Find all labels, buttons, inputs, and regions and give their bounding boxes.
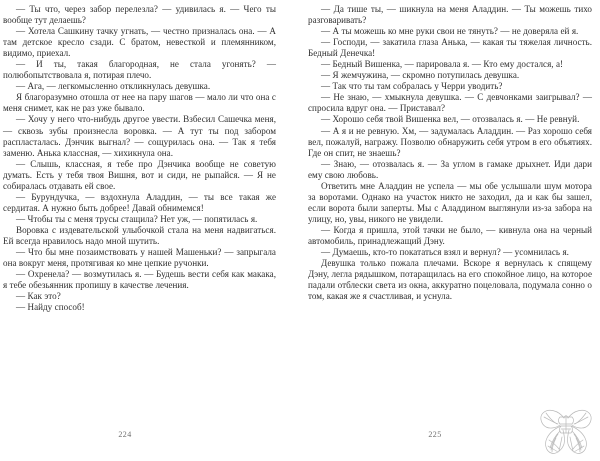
paragraph: — Хорошо себя твой Вишенка вел, — отозвалась я. — Не ревнуй. [321, 114, 580, 125]
paragraph: — Знаю, — отозвалась я. — За углом в гамаке дрыхнет. Иди дари ему свою любовь. [308, 158, 592, 180]
paragraph: — Так что ты там собралась у Черри уводить? [321, 81, 503, 92]
paragraph: — Охренела? — возмутилась я. — Будешь вести себя как макака, я тебе обезьянник пропишу в качестве лечения. [3, 269, 276, 291]
butterfly-wings-ornament-icon [536, 404, 596, 460]
right-page [300, 0, 600, 461]
paragraph: — Не знаю, — хмыкнула девушка. — С девчонками заигрывал? — спросила вдруг она. — Приставал? [308, 92, 592, 114]
paragraph: — Что бы мне позаимствовать у нашей Машеньки? — запрыгала она вокруг меня, протягивая ко мне цепкие ручонки. [3, 247, 276, 269]
paragraph: — Найду способ! [16, 302, 85, 313]
paragraph: — Как это? [16, 291, 61, 302]
paragraph: — А я и не ревную. Хм, — задумалась Аладдин. — Раз хорошо себя вел, пожалуй, награжу. Позволю обнаружить себя утром в его объятиях. Где он спит, не знаешь? [308, 125, 592, 158]
paragraph: Я благоразумно отошла от нее на пару шагов — мало ли что она с меня снимет, как не раз уже бывало. [3, 92, 276, 114]
page-number-right: 225 [428, 430, 442, 439]
paragraph: — Господи, — закатила глаза Анька, — какая ты тяжелая личность. Бедный Денечка! [308, 37, 592, 59]
right-page-body [308, 4, 592, 302]
paragraph: Ответить мне Аладдин не успела — мы обе услышали шум мотора за воротами. Однако на участок никто не заходил, да и как бы зашел, если ворота были заперты. Мы с Аладдином выглянули из-за забора на улицу, но, увы, никого не увидели. [308, 180, 592, 224]
paragraph: — Ага, — легкомысленно откликнулась девушка. [16, 81, 211, 92]
paragraph: — Да тише ты, — шикнула на меня Аладдин. — Ты можешь тихо разговаривать? [308, 4, 592, 26]
paragraph: — Слышь, классная, я тебе про Дэнчика вообще не советую думать. Есть у тебя твоя Вишня, вот и сиди, не рыпайся. — Я не собиралась отдавать ей свое. [3, 158, 276, 191]
paragraph: — И ты, такая благородная, не стала угонять? — полюбопытствовала я, потирая плечо. [3, 59, 276, 81]
paragraph: — Думаешь, кто-то покататься взял и вернул? — усомнилась я. [321, 247, 569, 258]
page-number-left: 224 [118, 430, 132, 439]
left-page [0, 0, 292, 461]
paragraph: — Хочу у него что-нибудь другое увести. Взбесил Сашечка меня, — сквозь зубы произнесла воровка. — А тут ты под забором распласталась. Дэнчик выгнал? — сощурилась она. — Так я тебя заменю. Анька классная, — хихикнула она. [3, 114, 276, 158]
paragraph: — Чтобы ты с меня трусы стащила? Нет уж, — попятилась я. [16, 213, 258, 224]
paragraph: — Я жемчужина, — скромно потупилась девушка. [321, 70, 520, 81]
paragraph: — Хотела Сашкину тачку угнать, — честно призналась она. — А там детское кресло сзади. С братом, невесткой и племянником, видимо, приехал. [3, 26, 276, 59]
paragraph: — А ты можешь ко мне руки свои не тянуть? — не доверяла ей я. [321, 26, 579, 37]
paragraph: Воровка с издевательской улыбочкой стала на меня надвигаться. Ей всегда нравилось надо мной шутить. [3, 224, 276, 246]
left-page-body [3, 4, 276, 313]
paragraph: — Бедный Вишенка, — парировала я. — Кто ему достался, а! [321, 59, 564, 70]
paragraph: — Бурундучка, — вздохнула Аладдин, — ты все такая же сердитая. А нужно быть добрее! Давай обнимемся! [3, 191, 276, 213]
paragraph: — Когда я пришла, этой тачки не было, — кивнула она на черный автомобиль, принадлежащий Дэну. [308, 224, 592, 246]
paragraph: — Ты что, через забор перелезла? — удивилась я. — Чего ты вообще тут делаешь? [3, 4, 276, 26]
paragraph: Девушка только пожала плечами. Вскоре я вернулась к спящему Дэну, легла рядышком, потаращилась на его спокойное лицо, на которое падали отблески света из окна, аккуратно поцеловала, подумала сонно о том, какая же я счастливая, и уснула. [308, 258, 592, 302]
